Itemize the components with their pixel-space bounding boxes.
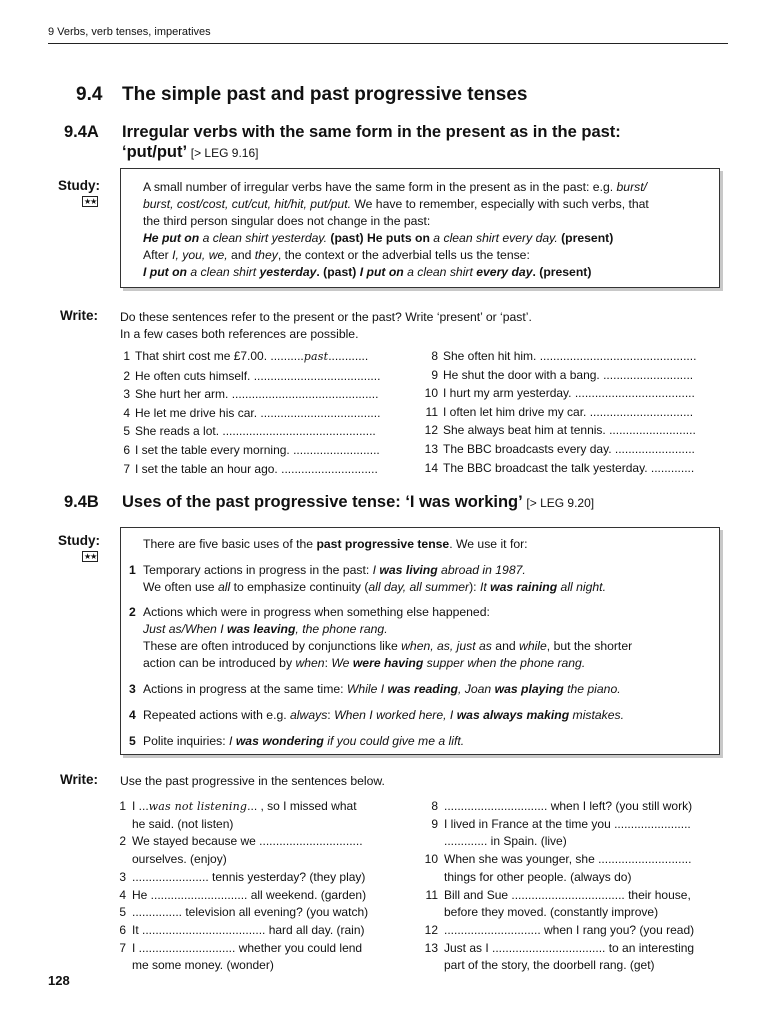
exercise-b-item-2: 2 We stayed because we ............................... ourselves. (enjoy): [119, 834, 363, 867]
exercise-b-item-9: 9 I lived in France at the time you ....................... ............. in Spain. (live): [431, 816, 691, 849]
box-a-line-2: burst, cost/cost, cut/cut, hit/hit, put/put. We have to remember, especially with such verbs, that: [143, 197, 649, 211]
leg-reference-a: [> LEG 9.16]: [190, 146, 259, 160]
subsection-b-number: 9.4B: [64, 493, 99, 511]
exercise-a-right-column: [414, 347, 732, 477]
use-item-1: 1 Temporary actions in progress in the past: I was living abroad in 1987. We often use all to emphasize continuity (all day, all summer): It was raining all night.: [129, 563, 606, 594]
box-b-intro: There are five basic uses of the past progressive tense. We use it for:: [143, 537, 528, 551]
exercise-item-6: 6 I set the table every morning. ..........................: [123, 442, 380, 457]
exercise-b-item-13: 13 Just as I .................................. to an interesting part of the story, the doorbell rang. (get): [424, 940, 695, 973]
exercise-item-5: 5 She reads a lot. ..............................................: [123, 424, 376, 439]
exercise-a-left-column: [112, 347, 418, 478]
exercise-b-item-12: 12 ............................. when I rang you? (you read): [424, 922, 695, 937]
exercise-item-14: 14 The BBC broadcast the talk yesterday. .............: [424, 460, 695, 475]
box-a-line-1: A small number of irregular verbs have the same form in the present as in the past: e.g. burst/: [143, 180, 647, 194]
subsection-a-title-line1: Irregular verbs with the same form in the present as in the past:: [122, 123, 621, 141]
exercise-b-item-5: 5 ............... television all evening? (you watch): [119, 905, 369, 920]
exercise-item-7: 7 I set the table an hour ago. .............................: [123, 461, 378, 476]
difficulty-stars-icon: ★★: [84, 552, 97, 561]
page-number: 128: [48, 973, 70, 988]
difficulty-stars-icon: ★★: [84, 197, 97, 206]
subsection-b-title: Uses of the past progressive tense: ‘I was working’ [> LEG 9.20]: [122, 493, 595, 511]
exercise-b-item-4: 4 He ............................. all weekend. (garden): [119, 887, 367, 902]
write-label-b: Write:: [60, 772, 99, 787]
exercise-item-10: 10 I hurt my arm yesterday. ....................................: [424, 386, 695, 401]
box-a-line-4: He put on a clean shirt yesterday. (past) He puts on a clean shirt every day. (present): [143, 231, 614, 245]
exercise-item-1: 1 That shirt cost me £7.00. ..........past............: [123, 349, 369, 363]
box-a-line-6: I put on a clean shirt yesterday. (past) I put on a clean shirt every day. (present): [143, 265, 592, 279]
handwritten-answer: was not listening: [148, 800, 248, 813]
section-title: The simple past and past progressive tenses: [122, 84, 528, 105]
exercise-item-9: 9 He shut the door with a bang. ...........................: [431, 367, 694, 382]
use-item-3: 3 Actions in progress at the same time: While I was reading, Joan was playing the piano.: [129, 682, 621, 696]
write-a-instruction-1: Do these sentences refer to the present or the past? Write ‘present’ or ‘past’.: [120, 310, 532, 324]
section-number: 9.4: [76, 84, 103, 105]
box-a-line-5: After I, you, we, and they, the context or the adverbial tells us the tense:: [143, 248, 530, 262]
write-label-a: Write:: [60, 308, 99, 323]
write-a-instructions: [120, 309, 532, 342]
write-b-instruction: Use the past progressive in the sentences below.: [120, 774, 385, 788]
header-rule: [48, 43, 728, 44]
exercise-b-item-6: 6 It ..................................... hard all day. (rain): [119, 922, 365, 937]
exercise-item-3: 3 She hurt her arm. ............................................: [123, 387, 379, 402]
study-box-a: [120, 168, 720, 288]
use-item-2: 2 Actions which were in progress when something else happened: Just as/When I was leaving, the phone rang. These are often introduced by conjunctions like when, as, just as and while, but the shorter action can be introduced by when: We were having supper when the phone rang.: [129, 605, 633, 670]
running-header: 9 Verbs, verb tenses, imperatives: [48, 26, 211, 38]
handwritten-answer: past: [303, 350, 329, 363]
exercise-b-item-10: 10 When she was younger, she ............................ things for other people. (always do): [424, 852, 692, 884]
exercise-b-right-column: [418, 798, 736, 975]
exercise-item-11: 11 I often let him drive my car. ...............................: [425, 404, 694, 419]
exercise-b-item-3: 3 ....................... tennis yesterday? (they play): [119, 869, 366, 884]
exercise-item-8: 8 She often hit him. ...............................................: [431, 349, 697, 363]
study-label-a: Study:: [58, 178, 100, 193]
exercise-b-item-7: 7 I ............................. whether you could lend me some money. (wonder): [119, 940, 363, 973]
box-a-line-3: the third person singular does not change in the past:: [143, 214, 431, 228]
subsection-a-title-line2: [122, 142, 722, 163]
leg-reference-b: [> LEG 9.20]: [526, 496, 595, 510]
study-box-b: [120, 527, 720, 755]
exercise-item-13: 13 The BBC broadcasts every day. ........................: [424, 441, 695, 456]
exercise-item-4: 4 He let me drive his car. ....................................: [123, 405, 381, 420]
exercise-b-item-1: 1 I ...was not listening... , so I missed what he said. (not listen): [119, 799, 357, 831]
subsection-a-number: 9.4A: [64, 123, 99, 141]
subsection-a-title: [122, 122, 722, 163]
exercise-b-item-11: 11 Bill and Sue .................................. their house, before they moved. (constantly improve): [425, 887, 691, 920]
exercise-b-item-8: 8 ............................... when I left? (you still work): [431, 799, 693, 813]
exercise-item-12: 12 She always beat him at tennis. ..........................: [424, 423, 696, 438]
exercise-item-2: 2 He often cuts himself. ......................................: [123, 368, 381, 383]
subsection-a-title-put: ‘put/put’: [122, 143, 187, 161]
use-item-5: 5 Polite inquiries: I was wondering if you could give me a lift.: [129, 734, 465, 748]
exercise-b-left-column: [108, 798, 414, 975]
study-label-b: Study:: [58, 533, 100, 548]
use-item-4: 4 Repeated actions with e.g. always: When I worked here, I was always making mistakes.: [129, 708, 625, 722]
write-a-instruction-2: In a few cases both references are possible.: [120, 326, 359, 341]
